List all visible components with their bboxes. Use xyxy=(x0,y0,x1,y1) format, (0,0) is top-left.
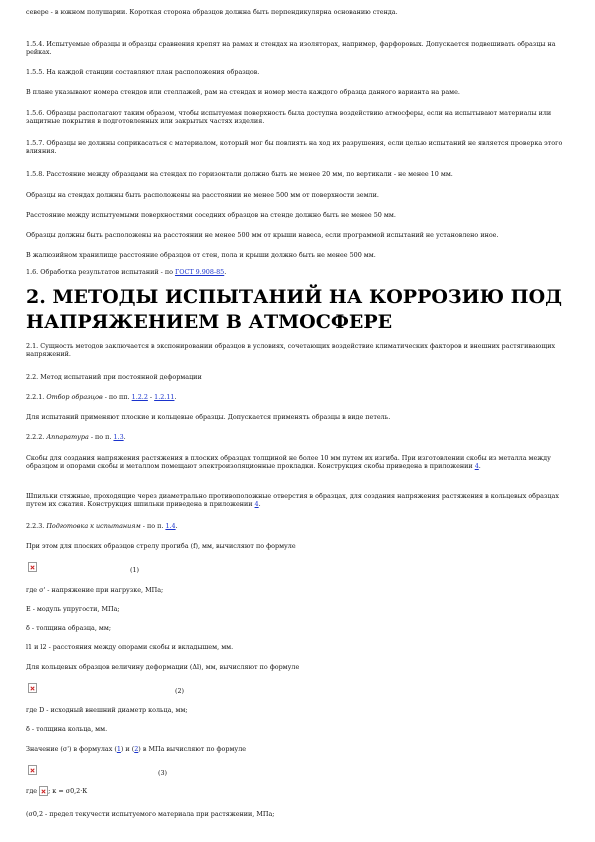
paragraph: 1.5.6. Образцы располагают таким образом, чтобы испытуемая поверхность была доступна воздействию атмосферы, если на испытывают материалы или защитные покрытия в подготовленных или закрытых частях изделия. xyxy=(26,109,552,126)
formula-number: (1) xyxy=(130,566,140,574)
clause-link-1-2-11[interactable]: 1.2.11 xyxy=(154,393,175,401)
broken-image-icon xyxy=(39,786,48,796)
paragraph: Шпильки стяжные, проходящие через диаметрально противоположные отверстия в образцах, для создания напряжения растяжения в кольцевых образцах путем их сжатия. Конструкция шпильки приведена в приложении 4. xyxy=(26,492,559,509)
paragraph-1-6: 1.6. Обработка результатов испытаний - по ГОСТ 9.908-85. xyxy=(26,268,227,276)
paragraph-2-1: 2.1. Сущность методов заключается в экспонировании образцов в условиях, сочетающих воздействие климатических факторов и внешних растягивающих напряжений. xyxy=(26,342,556,359)
paragraph: В жалюзийном хранилище расстояние образцов от стен, пола и крыши должно быть не менее 500 мм. xyxy=(26,251,376,259)
paragraph: где σ' - напряжение при нагрузке, МПа; xyxy=(26,586,164,594)
formula-number: (2) xyxy=(175,687,185,695)
paragraph: l1 и l2 - расстояния между опорами скобы и вкладышем, мм. xyxy=(26,643,234,651)
paragraph: где ; к = σ0,2·К xyxy=(26,787,88,795)
paragraph: Образцы должны быть расположены на расстоянии не менее 500 мм от крыши навеса, если программой испытаний не установлено иное. xyxy=(26,231,499,239)
paragraph-2-2: 2.2. Метод испытаний при постоянной деформации xyxy=(26,373,202,381)
formula-number: (3) xyxy=(158,769,168,777)
appendix-link-4[interactable]: 4 xyxy=(474,462,479,471)
formula-3-image xyxy=(28,765,37,775)
formula-2-image xyxy=(28,683,37,693)
broken-image-icon xyxy=(28,765,37,775)
paragraph-2-2-3: 2.2.3. Подготовка к испытаниям - по п. 1.4. xyxy=(26,522,178,530)
paragraph: Значение (σ') в формулах (1) и (2) в МПа вычисляют по формуле xyxy=(26,745,247,753)
paragraph: 1.5.5. На каждой станции составляют план расположения образцов. xyxy=(26,68,260,76)
broken-image-icon xyxy=(28,562,37,572)
paragraph: При этом для плоских образцов стрелу прогиба (f), мм, вычисляют по формуле xyxy=(26,542,296,550)
clause-link-1-3[interactable]: 1.3 xyxy=(113,433,124,441)
paragraph-2-2-2: 2.2.2. Аппаратура - по п. 1.3. xyxy=(26,433,126,441)
section-heading: 2. МЕТОДЫ ИСПЫТАНИЙ НА КОРРОЗИЮ ПОД НАПРЯЖЕНИЕМ В АТМОСФЕРЕ xyxy=(26,286,563,333)
appendix-link-4[interactable]: 4 xyxy=(254,500,259,509)
paragraph: севере - в южном полушарии. Короткая сторона образцов должна быть перпендикулярна основанию стенда. xyxy=(26,8,398,16)
clause-link-1-4[interactable]: 1.4 xyxy=(165,522,176,530)
paragraph: Для испытаний применяют плоские и кольцевые образцы. Допускается применять образцы в виде петель. xyxy=(26,413,391,421)
broken-image-icon xyxy=(28,683,37,693)
gost-link[interactable]: ГОСТ 9.908-85 xyxy=(174,268,225,276)
paragraph: δ - толщина образца, мм; xyxy=(26,624,111,632)
formula-link-2[interactable]: 2 xyxy=(134,745,139,753)
paragraph: δ - толщина кольца, мм. xyxy=(26,725,108,733)
paragraph: 1.5.8. Расстояние между образцами на стендах по горизонтали должно быть не менее 20 мм, по вертикали - не менее 10 мм. xyxy=(26,170,453,178)
paragraph: где D - исходный внешний диаметр кольца, мм; xyxy=(26,706,188,714)
paragraph: 1.5.7. Образцы не должны соприкасаться с материалом, который мог бы повлиять на ход их разрушения, если целью испытаний не является проверка этого влияния. xyxy=(26,139,563,156)
paragraph: Скобы для создания напряжения растяжения в плоских образцах толщиной не более 10 мм путем их изгиба. При изготовлении скобы из металла между образцом и опорами скобы и металлом помещают электроизоляционные прокладки. Конструкция скобы приведена в приложении 4. xyxy=(26,454,551,471)
paragraph: Для кольцевых образцов величину деформации (Δl), мм, вычисляют по формуле xyxy=(26,663,300,671)
paragraph: Образцы на стендах должны быть расположены на расстоянии не менее 500 мм от поверхности земли. xyxy=(26,191,379,199)
paragraph: (σ0,2 - предел текучести испытуемого материала при растяжении, МПа; xyxy=(26,810,275,818)
formula-1-image xyxy=(28,562,37,572)
paragraph: Расстояние между испытуемыми поверхностями соседних образцов на стенде должно быть не менее 50 мм. xyxy=(26,211,396,219)
paragraph-2-2-1: 2.2.1. Отбор образцов - по пп. 1.2.2 - 1.2.11. xyxy=(26,393,177,401)
paragraph: 1.5.4. Испытуемые образцы и образцы сравнения крепят на рамах и стендах на изоляторах, например, фарфоровых. Допускается подвешивать образцы на рейках. xyxy=(26,40,556,57)
clause-link-1-2-2[interactable]: 1.2.2 xyxy=(131,393,148,401)
paragraph: E - модуль упругости, МПа; xyxy=(26,605,120,613)
formula-link-1[interactable]: 1 xyxy=(116,745,121,753)
paragraph: В плане указывают номера стендов или стеллажей, рам на стендах и номер места каждого образца данного варианта на раме. xyxy=(26,88,460,96)
